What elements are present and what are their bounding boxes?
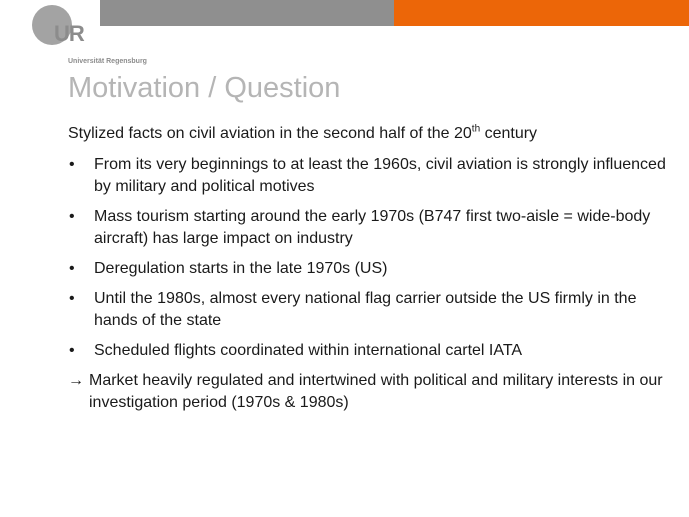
bullet-text: Mass tourism starting around the early 1970s (B747 first two-aisle = wide-body aircraft) has large impact on industry (94, 208, 651, 247)
intro-main: Stylized facts on civil aviation in the second half of the 20 (68, 125, 472, 142)
slide-content (68, 123, 678, 414)
bullet-item (68, 206, 678, 250)
bullet-item (68, 288, 678, 332)
bullet-item (68, 154, 678, 198)
logo-subtitle: Universität Regensburg (68, 58, 147, 65)
logo-mark: UR (54, 21, 84, 46)
header-bar-orange (394, 0, 689, 26)
bullet-text: Until the 1980s, almost every national flag carrier outside the US firmly in the hands of the state (94, 290, 637, 329)
conclusion (68, 370, 678, 414)
bullet-icon: • (69, 342, 75, 359)
bullet-icon: • (69, 156, 75, 173)
bullet-icon: • (69, 260, 75, 277)
bullet-list (68, 154, 678, 362)
bullet-icon: • (69, 290, 75, 307)
intro-tail: century (480, 125, 538, 142)
bullet-icon: • (69, 208, 75, 225)
header-bar-gray (100, 0, 394, 26)
arrow-right-icon: → (68, 372, 84, 389)
intro-superscript: th (471, 123, 481, 135)
university-logo (32, 5, 147, 65)
bullet-item (68, 258, 678, 280)
bullet-text: From its very beginnings to at least the 1960s, civil aviation is strongly influenced by military and political motives (94, 156, 666, 195)
slide-title: Motivation / Question (68, 72, 341, 104)
bullet-text: Scheduled flights coordinated within international cartel IATA (94, 342, 523, 359)
bullet-item (68, 340, 678, 362)
conclusion-text: Market heavily regulated and intertwined with political and military interests in our investigation period (1970s & 1980s) (89, 372, 663, 411)
intro-text (68, 123, 678, 145)
bullet-text: Deregulation starts in the late 1970s (US) (94, 260, 388, 277)
